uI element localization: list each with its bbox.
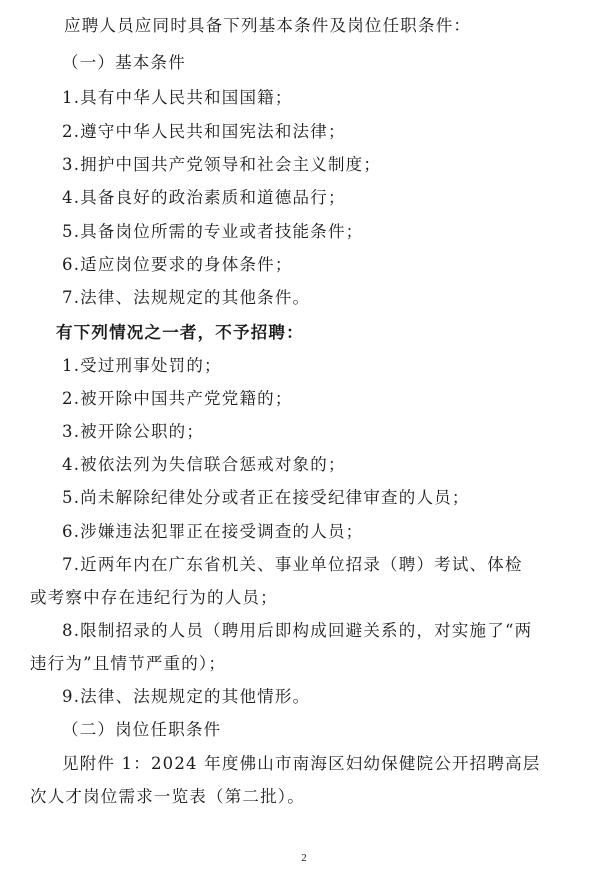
exclusion-item-continuation: 或考察中存在违纪行为的人员；	[30, 588, 278, 607]
exclusion-item-continuation: 违行为”且情节严重的）；	[30, 654, 227, 673]
page-number: 2	[301, 852, 307, 864]
exclusion-item: 3.被开除公职的；	[62, 422, 205, 441]
basic-condition-item: 7.法律、法规规定的其他条件。	[62, 288, 311, 307]
section-heading-basic: （一）基本条件	[62, 53, 186, 72]
basic-condition-item: 5.具备岗位所需的专业或者技能条件；	[62, 222, 364, 241]
exclusion-item: 1.受过刑事处罚的；	[62, 356, 222, 375]
exclusion-item: 9.法律、法规规定的其他情形。	[62, 687, 311, 706]
basic-condition-item: 2.遵守中华人民共和国宪法和法律；	[62, 122, 346, 141]
exclusion-item: 5.尚未解除纪律处分或者正在接受纪律审查的人员；	[62, 488, 470, 507]
basic-condition-item: 1.具有中华人民共和国国籍；	[62, 88, 293, 107]
intro-paragraph: 应聘人员应同时具备下列基本条件及岗位任职条件：	[64, 16, 472, 35]
section-heading-position: （二）岗位任职条件	[62, 720, 222, 739]
exclusion-heading: 有下列情况之一者，不予招聘：	[56, 323, 304, 342]
attachment-reference-continuation: 次人才岗位需求一览表（第二批）。	[30, 787, 305, 806]
exclusion-item: 8.限制招录的人员（聘用后即构成回避关系的，对实施了“两	[62, 621, 533, 640]
basic-condition-item: 4.具备良好的政治素质和道德品行；	[62, 188, 346, 207]
basic-condition-item: 3.拥护中国共产党领导和社会主义制度；	[62, 155, 382, 174]
exclusion-item: 6.涉嫌违法犯罪正在接受调查的人员；	[62, 522, 364, 541]
basic-condition-item: 6.适应岗位要求的身体条件；	[62, 255, 293, 274]
exclusion-item: 7.近两年内在广东省机关、事业单位招录（聘）考试、体检	[62, 555, 523, 574]
exclusion-item: 2.被开除中国共产党党籍的；	[62, 389, 293, 408]
attachment-reference: 见附件 1：2024 年度佛山市南海区妇幼保健院公开招聘高层	[62, 754, 541, 773]
exclusion-item: 4.被依法列为失信联合惩戒对象的；	[62, 455, 346, 474]
